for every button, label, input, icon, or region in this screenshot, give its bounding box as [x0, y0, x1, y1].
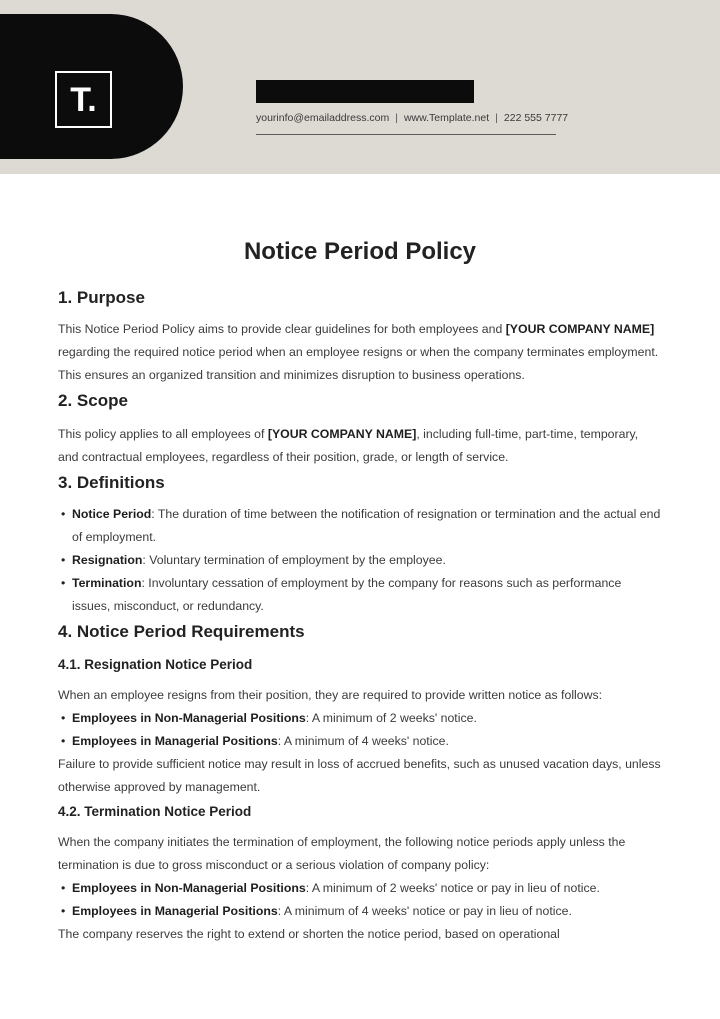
list-item — [58, 877, 662, 900]
definition-term: Termination — [72, 576, 142, 590]
list-item — [58, 572, 662, 618]
resignation-outro: Failure to provide sufficient notice may result in loss of accrued benefits, such as unused vacation days, unless otherwise approved by management. — [58, 757, 661, 794]
notice-requirement: : A minimum of 2 weeks' notice or pay in lieu of notice. — [305, 881, 600, 895]
definitions-list — [58, 503, 662, 618]
contact-email: yourinfo@emailaddress.com — [256, 112, 390, 124]
document-title: Notice Period Policy — [243, 238, 477, 265]
purpose-text-start: This Notice Period Policy aims to provide clear guidelines for both employees and — [58, 322, 506, 336]
purpose-paragraph — [58, 318, 662, 387]
scope-paragraph — [58, 423, 662, 469]
purpose-text-end: regarding the required notice period when an employee resigns or when the company terminates employment. This ensures an organized transition and minimizes disruption to business operations. — [58, 345, 659, 382]
termination-intro: When the company initiates the termination of employment, the following notice periods apply unless the termination is due to gross misconduct or a serious violation of company policy: — [58, 835, 626, 872]
contact-separator: | — [395, 112, 398, 124]
list-item — [58, 707, 662, 730]
section-heading-purpose: 1. Purpose — [58, 288, 145, 307]
company-placeholder: [YOUR COMPANY NAME] — [505, 322, 655, 336]
subsection-heading-termination: 4.2. Termination Notice Period — [58, 804, 252, 819]
termination-list — [58, 877, 662, 923]
position-type: Employees in Managerial Positions — [72, 734, 278, 748]
list-item — [58, 900, 662, 923]
contact-phone: 222 555 7777 — [503, 112, 569, 124]
notice-requirement: : A minimum of 4 weeks' notice or pay in lieu of notice. — [277, 904, 572, 918]
company-name-redaction-bar — [256, 80, 474, 103]
definition-term: Notice Period — [72, 507, 152, 521]
list-item — [58, 549, 662, 572]
document-body — [58, 232, 662, 946]
company-placeholder: [YOUR COMPANY NAME] — [267, 427, 417, 441]
definition-term: Resignation — [72, 553, 143, 567]
position-type: Employees in Non-Managerial Positions — [72, 711, 306, 725]
definition-text: : The duration of time between the notification of resignation or termination and the actual end of employment. — [72, 507, 661, 544]
contact-separator: | — [495, 112, 498, 124]
position-type: Employees in Managerial Positions — [72, 904, 278, 918]
notice-requirement: : A minimum of 2 weeks' notice. — [305, 711, 477, 725]
company-logo: T. — [55, 71, 112, 128]
notice-requirement: : A minimum of 4 weeks' notice. — [277, 734, 449, 748]
list-item — [58, 730, 662, 753]
letterhead-band — [0, 0, 720, 174]
section-heading-definitions: 3. Definitions — [58, 473, 165, 492]
contact-info — [256, 112, 656, 124]
section-heading-requirements: 4. Notice Period Requirements — [58, 622, 305, 641]
position-type: Employees in Non-Managerial Positions — [72, 881, 306, 895]
resignation-list — [58, 707, 662, 753]
definition-text: : Involuntary cessation of employment by the company for reasons such as performance issues, misconduct, or redundancy. — [72, 576, 622, 613]
section-heading-scope: 2. Scope — [58, 391, 128, 410]
subsection-heading-resignation: 4.1. Resignation Notice Period — [58, 657, 253, 672]
logo-block — [0, 14, 183, 159]
contact-underline — [256, 134, 556, 135]
definition-text: : Voluntary termination of employment by the employee. — [142, 553, 446, 567]
contact-website: www.Template.net — [403, 112, 490, 124]
termination-outro: The company reserves the right to extend or shorten the notice period, based on operational — [58, 927, 560, 941]
resignation-intro: When an employee resigns from their position, they are required to provide written notice as follows: — [58, 688, 603, 702]
list-item — [58, 503, 662, 549]
scope-text-end: , including full-time, part-time, temporary, and contractual employees, regardless of their position, grade, or length of service. — [58, 427, 639, 464]
scope-text-start: This policy applies to all employees of — [58, 427, 268, 441]
